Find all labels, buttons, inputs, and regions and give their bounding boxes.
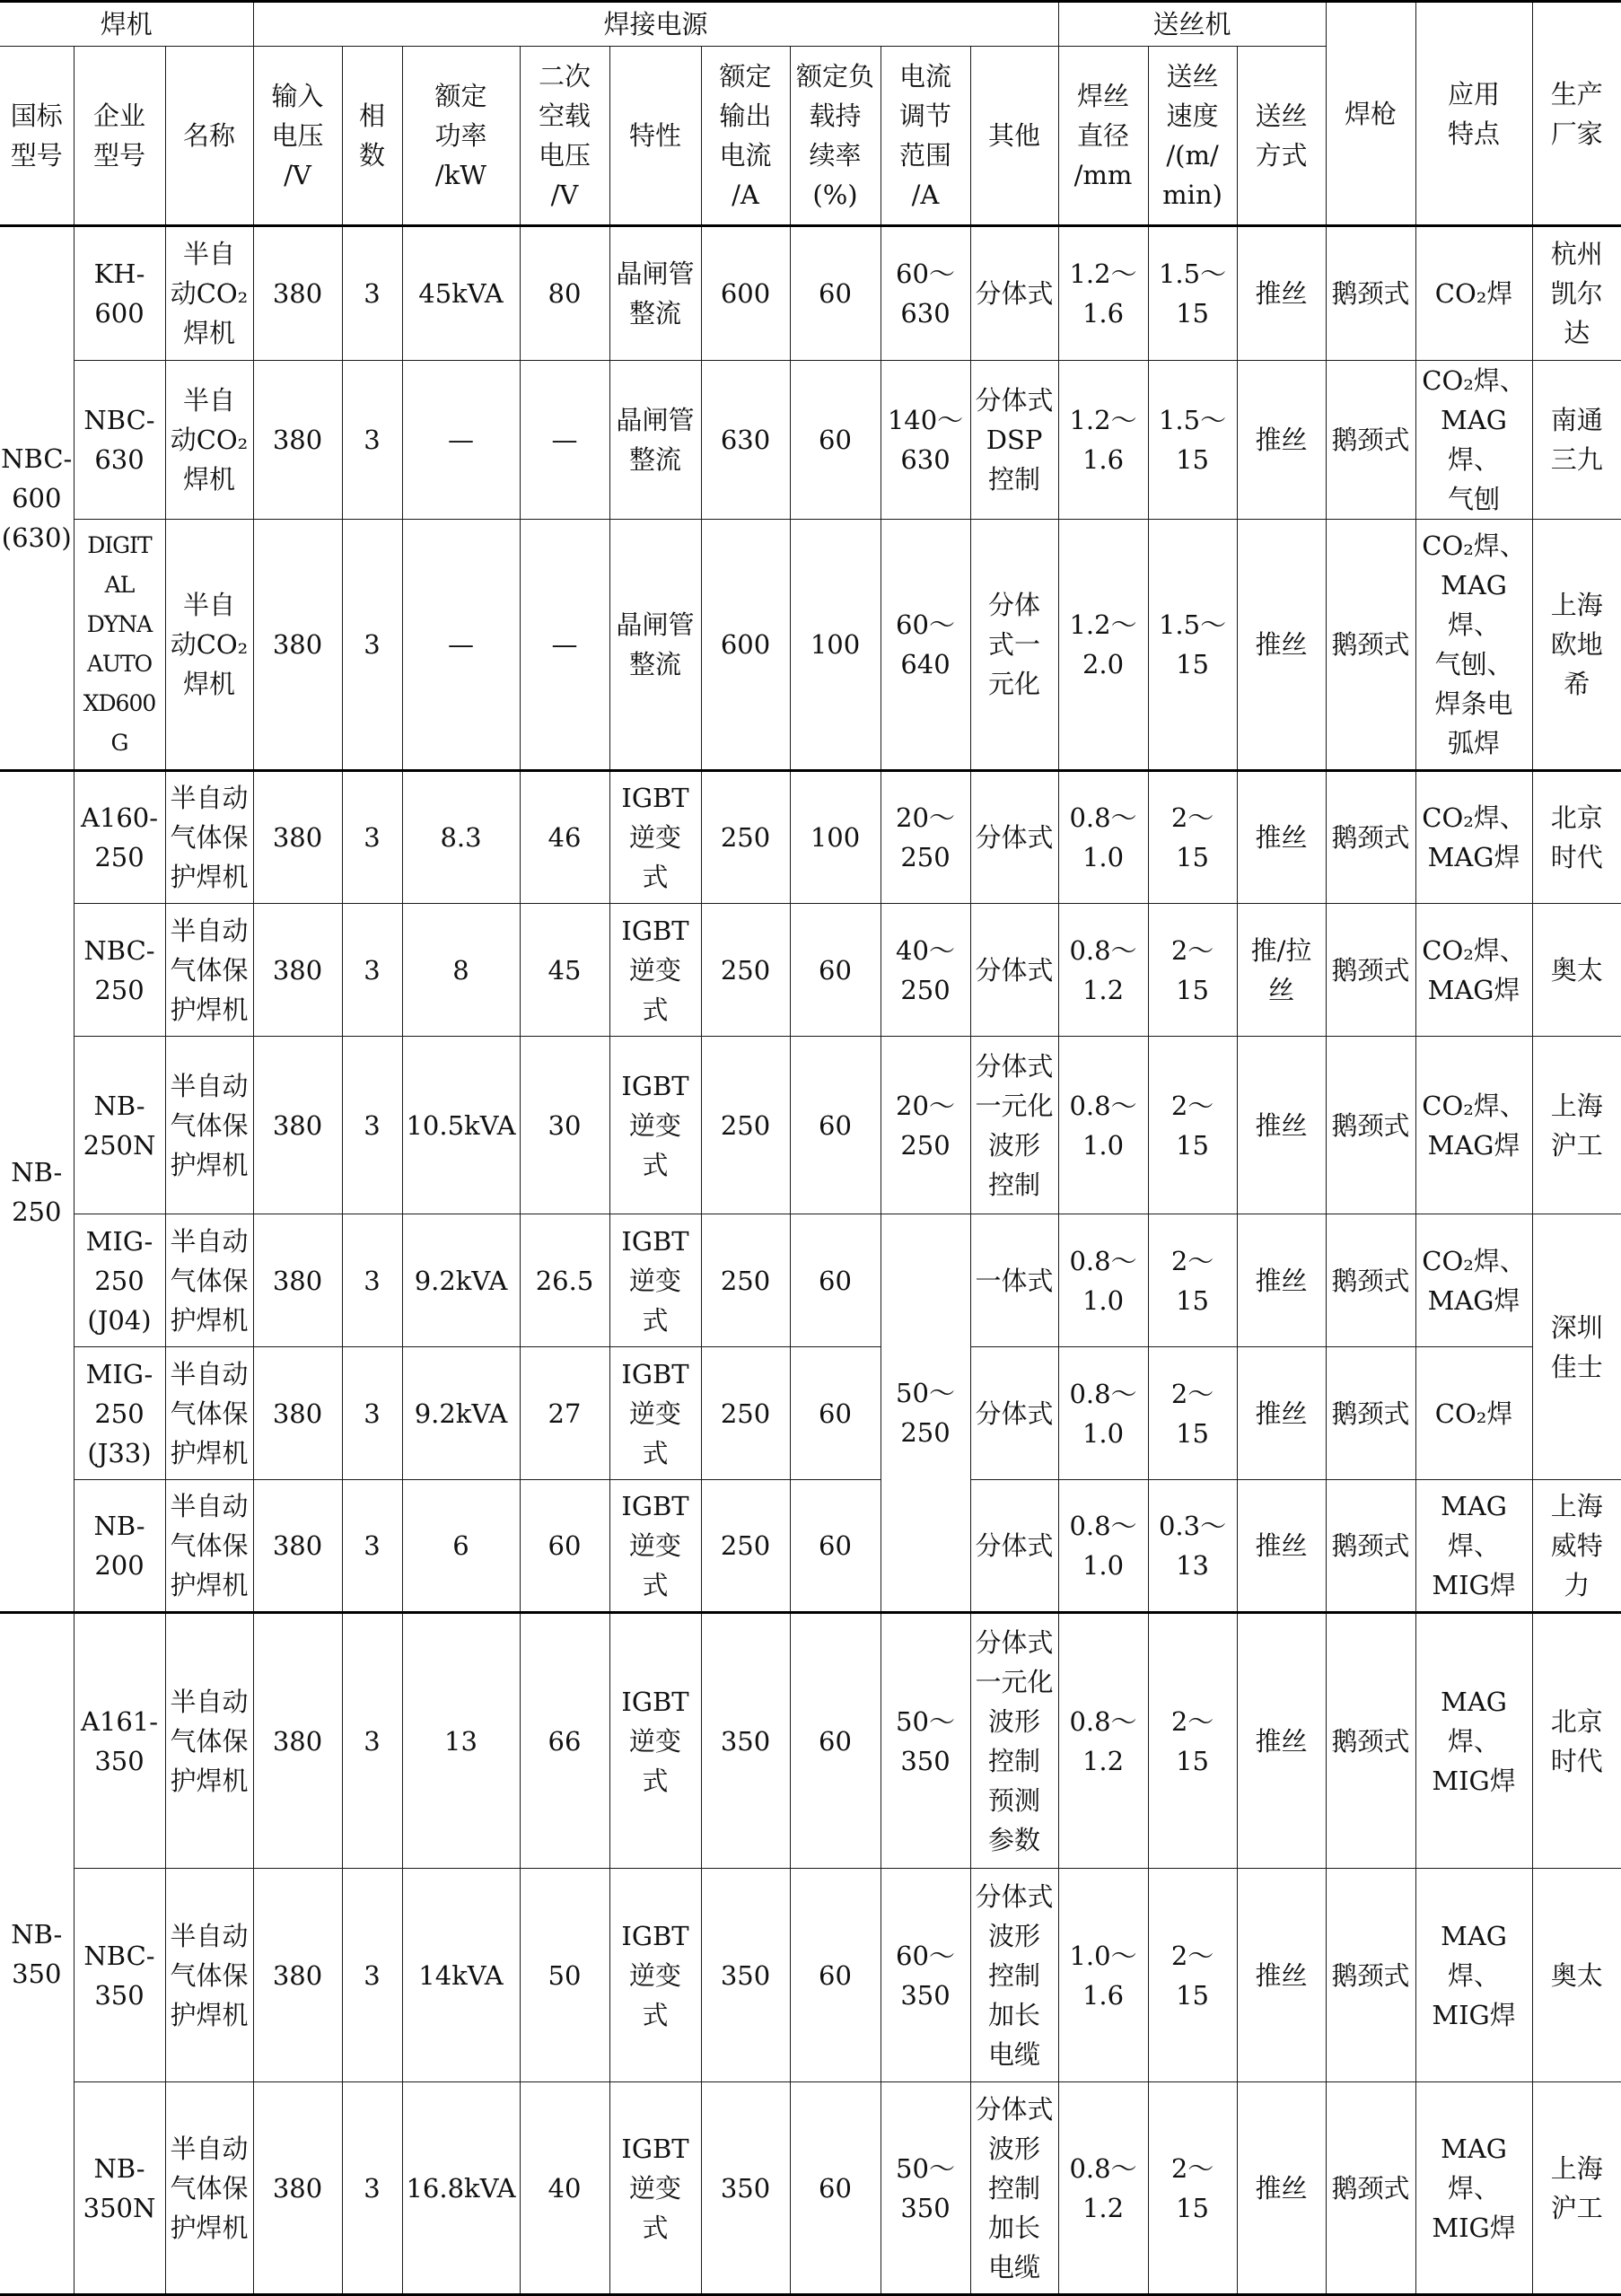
group-header-wire-feeder: 送丝机 <box>1058 2 1326 47</box>
other-cell: 分体式 <box>970 771 1058 904</box>
column-header-rated-power: 额定 功率 /kW <box>402 47 520 226</box>
table-row <box>0 1037 1621 1214</box>
column-header-duty-cycle: 额定负 载持 续率 (%) <box>790 47 881 226</box>
company-model-cell: NB- 350N <box>74 2082 165 2295</box>
characteristic-cell: IGBT 逆变 式 <box>609 1613 701 1869</box>
feed-speed-cell: 2～ 15 <box>1148 1613 1237 1869</box>
company-model-cell: NBC- 630 <box>74 361 165 520</box>
manufacturer-cell: 上海 沪工 <box>1532 1037 1621 1214</box>
name-cell: 半自动 气体保 护焊机 <box>165 771 253 904</box>
feed-speed-cell: 2～ 15 <box>1148 1869 1237 2082</box>
feed-mode-cell: 推丝 <box>1237 520 1326 771</box>
column-header-application: 应用 特点 <box>1415 2 1532 226</box>
application-cell: CO₂焊、 MAG焊 <box>1415 771 1532 904</box>
characteristic-cell: IGBT 逆变 式 <box>609 1869 701 2082</box>
other-cell: 一体式 <box>970 1214 1058 1347</box>
characteristic-cell: 晶闸管 整流 <box>609 226 701 361</box>
characteristic-cell: IGBT 逆变 式 <box>609 1214 701 1347</box>
duty-cycle-cell: 60 <box>790 361 881 520</box>
duty-cycle-cell: 60 <box>790 1869 881 2082</box>
manufacturer-cell: 奥太 <box>1532 1869 1621 2082</box>
rated-power-cell: 8.3 <box>402 771 520 904</box>
name-cell: 半自 动CO₂ 焊机 <box>165 226 253 361</box>
secondary-voltage-cell: — <box>520 520 609 771</box>
table-header <box>0 2 1621 226</box>
rated-current-cell: 250 <box>701 1480 790 1613</box>
duty-cycle-cell: 60 <box>790 1347 881 1480</box>
column-header-characteristic: 特性 <box>609 47 701 226</box>
phases-cell: 3 <box>342 1037 402 1214</box>
wire-diameter-cell: 0.8～ 1.2 <box>1058 1613 1148 1869</box>
company-model-cell: MIG- 250 (J33) <box>74 1347 165 1480</box>
feed-mode-cell: 推丝 <box>1237 771 1326 904</box>
torch-cell: 鹅颈式 <box>1326 1613 1415 1869</box>
secondary-voltage-cell: 26.5 <box>520 1214 609 1347</box>
wire-diameter-cell: 1.2～ 1.6 <box>1058 361 1148 520</box>
wire-diameter-cell: 0.8～ 1.2 <box>1058 2082 1148 2295</box>
torch-cell: 鹅颈式 <box>1326 361 1415 520</box>
feed-mode-cell: 推丝 <box>1237 1037 1326 1214</box>
column-header-input-voltage: 输入 电压 /V <box>253 47 342 226</box>
application-cell: MAG焊、 MIG焊 <box>1415 1613 1532 1869</box>
column-header-phases: 相 数 <box>342 47 402 226</box>
company-model-cell: A161- 350 <box>74 1613 165 1869</box>
duty-cycle-cell: 60 <box>790 226 881 361</box>
other-cell: 分体式 <box>970 1347 1058 1480</box>
company-model-cell: A160- 250 <box>74 771 165 904</box>
rated-current-cell: 350 <box>701 2082 790 2295</box>
rated-power-cell: 13 <box>402 1613 520 1869</box>
column-header-rated-current: 额定 输出 电流 /A <box>701 47 790 226</box>
current-range-cell: 140～ 630 <box>881 361 970 520</box>
company-model-cell: NB- 200 <box>74 1480 165 1613</box>
characteristic-cell: IGBT 逆变 式 <box>609 2082 701 2295</box>
column-header-secondary-voltage: 二次 空载 电压 /V <box>520 47 609 226</box>
characteristic-cell: 晶闸管 整流 <box>609 361 701 520</box>
feed-speed-cell: 2～ 15 <box>1148 1347 1237 1480</box>
current-range-cell: 20～ 250 <box>881 1037 970 1214</box>
duty-cycle-cell: 100 <box>790 771 881 904</box>
input-voltage-cell: 380 <box>253 520 342 771</box>
manufacturer-cell: 杭州 凯尔 达 <box>1532 226 1621 361</box>
rated-current-cell: 350 <box>701 1613 790 1869</box>
table-row <box>0 1214 1621 1347</box>
secondary-voltage-cell: 50 <box>520 1869 609 2082</box>
secondary-voltage-cell: 45 <box>520 904 609 1037</box>
torch-cell: 鹅颈式 <box>1326 1869 1415 2082</box>
manufacturer-cell: 奥太 <box>1532 904 1621 1037</box>
wire-diameter-cell: 0.8～ 1.0 <box>1058 1037 1148 1214</box>
phases-cell: 3 <box>342 904 402 1037</box>
phases-cell: 3 <box>342 2082 402 2295</box>
feed-mode-cell: 推丝 <box>1237 2082 1326 2295</box>
phases-cell: 3 <box>342 226 402 361</box>
manufacturer-cell: 上海 欧地 希 <box>1532 520 1621 771</box>
wire-diameter-cell: 1.0～ 1.6 <box>1058 1869 1148 2082</box>
rated-power-cell: — <box>402 520 520 771</box>
application-cell: CO₂焊 <box>1415 226 1532 361</box>
phases-cell: 3 <box>342 1613 402 1869</box>
name-cell: 半自动 气体保 护焊机 <box>165 1613 253 1869</box>
secondary-voltage-cell: 60 <box>520 1480 609 1613</box>
rated-power-cell: 10.5kVA <box>402 1037 520 1214</box>
manufacturer-cell: 南通 三九 <box>1532 361 1621 520</box>
feed-mode-cell: 推丝 <box>1237 1214 1326 1347</box>
other-cell: 分体式 波形 控制 加长 电缆 <box>970 2082 1058 2295</box>
rated-current-cell: 250 <box>701 771 790 904</box>
table-row <box>0 2082 1621 2295</box>
secondary-voltage-cell: 46 <box>520 771 609 904</box>
name-cell: 半自 动CO₂ 焊机 <box>165 520 253 771</box>
column-header-feed-speed: 送丝 速度 /(m/ min) <box>1148 47 1237 226</box>
wire-diameter-cell: 0.8～ 1.0 <box>1058 1214 1148 1347</box>
input-voltage-cell: 380 <box>253 771 342 904</box>
rated-power-cell: 16.8kVA <box>402 2082 520 2295</box>
application-cell: CO₂焊、 MAG焊 <box>1415 1037 1532 1214</box>
manufacturer-cell: 上海 威特 力 <box>1532 1480 1621 1613</box>
name-cell: 半自动 气体保 护焊机 <box>165 1480 253 1613</box>
current-range-cell: 20～ 250 <box>881 771 970 904</box>
phases-cell: 3 <box>342 771 402 904</box>
name-cell: 半自动 气体保 护焊机 <box>165 1869 253 2082</box>
secondary-voltage-cell: 27 <box>520 1347 609 1480</box>
secondary-voltage-cell: 80 <box>520 226 609 361</box>
table-row <box>0 1347 1621 1480</box>
other-cell: 分体式 一元化 波形 控制 预测 参数 <box>970 1613 1058 1869</box>
wire-diameter-cell: 1.2～ 1.6 <box>1058 226 1148 361</box>
current-range-cell: 60～ 350 <box>881 1869 970 2082</box>
feed-speed-cell: 2～ 15 <box>1148 1214 1237 1347</box>
phases-cell: 3 <box>342 1869 402 2082</box>
company-model-cell: DIGIT AL DYNA AUTO XD600G <box>74 520 165 771</box>
feed-mode-cell: 推丝 <box>1237 1480 1326 1613</box>
duty-cycle-cell: 60 <box>790 1214 881 1347</box>
application-cell: CO₂焊、 MAG焊 <box>1415 904 1532 1037</box>
other-cell: 分体 式一 元化 <box>970 520 1058 771</box>
rated-current-cell: 600 <box>701 520 790 771</box>
secondary-voltage-cell: 66 <box>520 1613 609 1869</box>
name-cell: 半自动 气体保 护焊机 <box>165 1037 253 1214</box>
table-row <box>0 361 1621 520</box>
application-cell: MAG焊、 MIG焊 <box>1415 1869 1532 2082</box>
column-header-name: 名称 <box>165 47 253 226</box>
column-header-std-model: 国标 型号 <box>0 47 74 226</box>
company-model-cell: NB- 250N <box>74 1037 165 1214</box>
rated-power-cell: 8 <box>402 904 520 1037</box>
input-voltage-cell: 380 <box>253 1869 342 2082</box>
input-voltage-cell: 380 <box>253 1480 342 1613</box>
secondary-voltage-cell: 30 <box>520 1037 609 1214</box>
duty-cycle-cell: 60 <box>790 1037 881 1214</box>
torch-cell: 鹅颈式 <box>1326 1480 1415 1613</box>
column-header-feed-mode: 送丝 方式 <box>1237 47 1326 226</box>
wire-diameter-cell: 0.8～ 1.0 <box>1058 771 1148 904</box>
feed-speed-cell: 2～ 15 <box>1148 2082 1237 2295</box>
company-model-cell: NBC- 250 <box>74 904 165 1037</box>
current-range-cell: 60～ 630 <box>881 226 970 361</box>
characteristic-cell: 晶闸管 整流 <box>609 520 701 771</box>
torch-cell: 鹅颈式 <box>1326 1347 1415 1480</box>
application-cell: CO₂焊 <box>1415 1347 1532 1480</box>
column-header-wire-diameter: 焊丝 直径 /mm <box>1058 47 1148 226</box>
manufacturer-cell: 上海 沪工 <box>1532 2082 1621 2295</box>
name-cell: 半自动 气体保 护焊机 <box>165 904 253 1037</box>
rated-current-cell: 250 <box>701 904 790 1037</box>
wire-diameter-cell: 0.8～ 1.2 <box>1058 904 1148 1037</box>
other-cell: 分体式 一元化 波形 控制 <box>970 1037 1058 1214</box>
table-row <box>0 904 1621 1037</box>
phases-cell: 3 <box>342 1347 402 1480</box>
name-cell: 半自动 气体保 护焊机 <box>165 1214 253 1347</box>
torch-cell: 鹅颈式 <box>1326 1037 1415 1214</box>
feed-mode-cell: 推丝 <box>1237 226 1326 361</box>
table-row <box>0 226 1621 361</box>
phases-cell: 3 <box>342 1480 402 1613</box>
table-body <box>0 226 1621 2295</box>
characteristic-cell: IGBT 逆变 式 <box>609 771 701 904</box>
application-cell: CO₂焊、 MAG焊、 气刨 <box>1415 361 1532 520</box>
feed-mode-cell: 推丝 <box>1237 1869 1326 2082</box>
other-cell: 分体式 DSP 控制 <box>970 361 1058 520</box>
std-model-cell: NB- 350 <box>0 1613 74 2295</box>
characteristic-cell: IGBT 逆变 式 <box>609 1037 701 1214</box>
name-cell: 半自 动CO₂ 焊机 <box>165 361 253 520</box>
duty-cycle-cell: 60 <box>790 1480 881 1613</box>
rated-current-cell: 600 <box>701 226 790 361</box>
duty-cycle-cell: 60 <box>790 2082 881 2295</box>
group-header-welder: 焊机 <box>0 2 253 47</box>
manufacturer-cell: 北京 时代 <box>1532 771 1621 904</box>
feed-speed-cell: 0.3～ 13 <box>1148 1480 1237 1613</box>
characteristic-cell: IGBT 逆变 式 <box>609 1347 701 1480</box>
current-range-cell: 50～ 250 <box>881 1214 970 1613</box>
feed-speed-cell: 1.5～ 15 <box>1148 520 1237 771</box>
table-row <box>0 1613 1621 1869</box>
std-model-cell: NB- 250 <box>0 771 74 1613</box>
rated-power-cell: 9.2kVA <box>402 1347 520 1480</box>
input-voltage-cell: 380 <box>253 361 342 520</box>
feed-mode-cell: 推丝 <box>1237 1613 1326 1869</box>
torch-cell: 鹅颈式 <box>1326 771 1415 904</box>
rated-current-cell: 630 <box>701 361 790 520</box>
rated-power-cell: — <box>402 361 520 520</box>
characteristic-cell: IGBT 逆变 式 <box>609 904 701 1037</box>
duty-cycle-cell: 100 <box>790 520 881 771</box>
phases-cell: 3 <box>342 361 402 520</box>
company-model-cell: MIG- 250 (J04) <box>74 1214 165 1347</box>
application-cell: MAG焊、 MIG焊 <box>1415 1480 1532 1613</box>
current-range-cell: 60～ 640 <box>881 520 970 771</box>
other-cell: 分体式 <box>970 1480 1058 1613</box>
torch-cell: 鹅颈式 <box>1326 226 1415 361</box>
torch-cell: 鹅颈式 <box>1326 1214 1415 1347</box>
input-voltage-cell: 380 <box>253 904 342 1037</box>
application-cell: CO₂焊、 MAG焊、 气刨、 焊条电 弧焊 <box>1415 520 1532 771</box>
table-row <box>0 1480 1621 1613</box>
rated-current-cell: 250 <box>701 1347 790 1480</box>
column-header-torch: 焊枪 <box>1326 2 1415 226</box>
table-row <box>0 1869 1621 2082</box>
secondary-voltage-cell: — <box>520 361 609 520</box>
application-cell: CO₂焊、 MAG焊 <box>1415 1214 1532 1347</box>
company-model-cell: NBC- 350 <box>74 1869 165 2082</box>
name-cell: 半自动 气体保 护焊机 <box>165 1347 253 1480</box>
group-header-power-source: 焊接电源 <box>253 2 1058 47</box>
rated-current-cell: 350 <box>701 1869 790 2082</box>
input-voltage-cell: 380 <box>253 1037 342 1214</box>
current-range-cell: 50～ 350 <box>881 1613 970 1869</box>
torch-cell: 鹅颈式 <box>1326 520 1415 771</box>
rated-power-cell: 9.2kVA <box>402 1214 520 1347</box>
input-voltage-cell: 380 <box>253 1613 342 1869</box>
current-range-cell: 50～ 350 <box>881 2082 970 2295</box>
company-model-cell: KH- 600 <box>74 226 165 361</box>
rated-power-cell: 6 <box>402 1480 520 1613</box>
column-header-company-model: 企业 型号 <box>74 47 165 226</box>
table-row <box>0 771 1621 904</box>
feed-speed-cell: 2～ 15 <box>1148 904 1237 1037</box>
characteristic-cell: IGBT 逆变 式 <box>609 1480 701 1613</box>
table-row <box>0 520 1621 771</box>
current-range-cell: 40～ 250 <box>881 904 970 1037</box>
torch-cell: 鹅颈式 <box>1326 2082 1415 2295</box>
feed-speed-cell: 1.5～ 15 <box>1148 361 1237 520</box>
wire-diameter-cell: 0.8～ 1.0 <box>1058 1480 1148 1613</box>
name-cell: 半自动 气体保 护焊机 <box>165 2082 253 2295</box>
column-header-current-range: 电流 调节 范围 /A <box>881 47 970 226</box>
manufacturer-cell: 北京 时代 <box>1532 1613 1621 1869</box>
other-cell: 分体式 <box>970 904 1058 1037</box>
wire-diameter-cell: 0.8～ 1.0 <box>1058 1347 1148 1480</box>
rated-current-cell: 250 <box>701 1214 790 1347</box>
manufacturer-cell: 深圳 佳士 <box>1532 1214 1621 1480</box>
secondary-voltage-cell: 40 <box>520 2082 609 2295</box>
feed-speed-cell: 2～ 15 <box>1148 771 1237 904</box>
other-cell: 分体式 <box>970 226 1058 361</box>
input-voltage-cell: 380 <box>253 226 342 361</box>
torch-cell: 鹅颈式 <box>1326 904 1415 1037</box>
duty-cycle-cell: 60 <box>790 904 881 1037</box>
phases-cell: 3 <box>342 1214 402 1347</box>
feed-speed-cell: 2～ 15 <box>1148 1037 1237 1214</box>
input-voltage-cell: 380 <box>253 2082 342 2295</box>
application-cell: MAG焊、 MIG焊 <box>1415 2082 1532 2295</box>
feed-mode-cell: 推丝 <box>1237 1347 1326 1480</box>
std-model-cell: NBC- 600 (630) <box>0 226 74 771</box>
rated-power-cell: 14kVA <box>402 1869 520 2082</box>
feed-mode-cell: 推/拉 丝 <box>1237 904 1326 1037</box>
input-voltage-cell: 380 <box>253 1347 342 1480</box>
input-voltage-cell: 380 <box>253 1214 342 1347</box>
column-header-manufacturer: 生产 厂家 <box>1532 2 1621 226</box>
column-header-other: 其他 <box>970 47 1058 226</box>
rated-power-cell: 45kVA <box>402 226 520 361</box>
rated-current-cell: 250 <box>701 1037 790 1214</box>
feed-speed-cell: 1.5～ 15 <box>1148 226 1237 361</box>
feed-mode-cell: 推丝 <box>1237 361 1326 520</box>
other-cell: 分体式 波形 控制 加长 电缆 <box>970 1869 1058 2082</box>
wire-diameter-cell: 1.2～ 2.0 <box>1058 520 1148 771</box>
phases-cell: 3 <box>342 520 402 771</box>
duty-cycle-cell: 60 <box>790 1613 881 1869</box>
